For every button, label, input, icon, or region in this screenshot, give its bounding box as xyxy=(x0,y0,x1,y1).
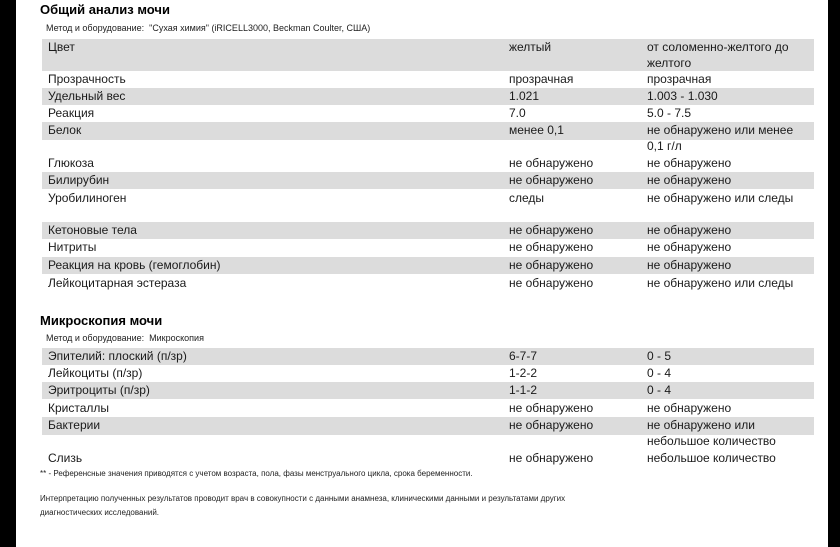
result-value: не обнаружено xyxy=(509,173,594,187)
parameter-name: Реакция на кровь (гемоглобин) xyxy=(48,258,221,272)
parameter-name: Прозрачность xyxy=(48,72,126,86)
table-row xyxy=(42,275,814,307)
interpretation-note: Интерпретацию полученных результатов проводит врач в совокупности с данными анамнеза, клиническими данными и результатами других диагностических исследований. xyxy=(40,494,566,517)
result-value: не обнаружено xyxy=(509,451,594,465)
method-line xyxy=(46,333,204,343)
parameter-name: Белок xyxy=(48,123,82,137)
reference-range: не обнаружено xyxy=(647,240,732,254)
parameter-name: Уробилиноген xyxy=(48,191,127,205)
reference-range: 0 - 4 xyxy=(647,383,672,397)
reference-range: 1.003 - 1.030 xyxy=(647,89,718,103)
method-line xyxy=(46,23,370,33)
table-row xyxy=(42,257,814,274)
parameter-name: Слизь xyxy=(48,451,83,465)
table-row xyxy=(42,88,814,105)
reference-range: не обнаружено xyxy=(647,401,732,415)
table-row xyxy=(42,239,814,256)
table-row xyxy=(42,222,814,239)
table-row xyxy=(42,71,814,88)
parameter-name: Глюкоза xyxy=(48,156,94,170)
parameter-name: Лейкоцитарная эстераза xyxy=(48,276,187,290)
parameter-name: Реакция xyxy=(48,106,95,120)
reference-range: 0 - 5 xyxy=(647,349,672,363)
result-value: не обнаружено xyxy=(509,258,594,272)
reference-range: не обнаружено или менее 0,1 г/л xyxy=(647,123,794,153)
table-row xyxy=(42,105,814,122)
result-value: не обнаружено xyxy=(509,418,594,432)
result-value: не обнаружено xyxy=(509,240,594,254)
section-title-microscopy: Микроскопия мочи xyxy=(40,313,163,328)
parameter-name: Нитриты xyxy=(48,240,97,254)
parameter-name: Лейкоциты (п/зр) xyxy=(48,366,143,380)
table-row xyxy=(42,417,814,448)
reference-range: не обнаружено или следы xyxy=(647,276,794,290)
table-row xyxy=(42,365,814,382)
reference-range: не обнаружено xyxy=(647,156,732,170)
table-row xyxy=(42,155,814,172)
parameter-name: Кетоновые тела xyxy=(48,223,137,237)
table-row xyxy=(42,122,814,153)
reference-range: не обнаружено xyxy=(647,223,732,237)
result-value: не обнаружено xyxy=(509,223,594,237)
report-sheet xyxy=(16,0,828,547)
section-title-urinalysis: Общий анализ мочи xyxy=(40,2,170,17)
method-label: Метод и оборудование: xyxy=(46,23,145,33)
reference-range: 0 - 4 xyxy=(647,366,672,380)
result-value: менее 0,1 xyxy=(509,123,564,137)
table-row xyxy=(42,172,814,189)
method-value: Микроскопия xyxy=(149,333,204,343)
parameter-name: Эпителий: плоский (п/зр) xyxy=(48,349,187,363)
parameter-name: Кристаллы xyxy=(48,401,110,415)
reference-range: не обнаружено или следы xyxy=(647,191,794,205)
table-row xyxy=(42,400,814,417)
result-value: прозрачная xyxy=(509,72,574,86)
reference-range: прозрачная xyxy=(647,72,712,86)
result-value: не обнаружено xyxy=(509,401,594,415)
parameter-name: Билирубин xyxy=(48,173,110,187)
parameter-name: Удельный вес xyxy=(48,89,126,103)
result-value: не обнаружено xyxy=(509,156,594,170)
result-value: 7.0 xyxy=(509,106,526,120)
result-value: 1.021 xyxy=(509,89,540,103)
table-row xyxy=(42,190,814,222)
parameter-name: Эритроциты (п/зр) xyxy=(48,383,150,397)
reference-range: от соломенно-желтого до желтого xyxy=(647,40,789,70)
parameter-name: Цвет xyxy=(48,40,75,54)
parameter-name: Бактерии xyxy=(48,418,101,432)
reference-range: не обнаружено или небольшое количество xyxy=(647,418,776,448)
reference-range: не обнаружено xyxy=(647,173,732,187)
method-value: "Сухая химия" (iRICELL3000, Beckman Coulter, США) xyxy=(149,23,371,33)
table-row xyxy=(42,348,814,365)
result-value: 6-7-7 xyxy=(509,349,538,363)
method-label: Метод и оборудование: xyxy=(46,333,145,343)
result-value: не обнаружено xyxy=(509,276,594,290)
result-value: 1-2-2 xyxy=(509,366,538,380)
reference-footnote: ** - Референсные значения приводятся с учетом возраста, пола, фазы менструального цикла, срока беременности. xyxy=(40,469,473,478)
reference-range: небольшое количество xyxy=(647,451,776,465)
result-value: желтый xyxy=(509,40,552,54)
table-row xyxy=(42,39,814,71)
result-value: 1-1-2 xyxy=(509,383,538,397)
reference-range: 5.0 - 7.5 xyxy=(647,106,692,120)
table-row xyxy=(42,382,814,399)
result-value: следы xyxy=(509,191,545,205)
reference-range: не обнаружено xyxy=(647,258,732,272)
table-row xyxy=(42,450,814,467)
